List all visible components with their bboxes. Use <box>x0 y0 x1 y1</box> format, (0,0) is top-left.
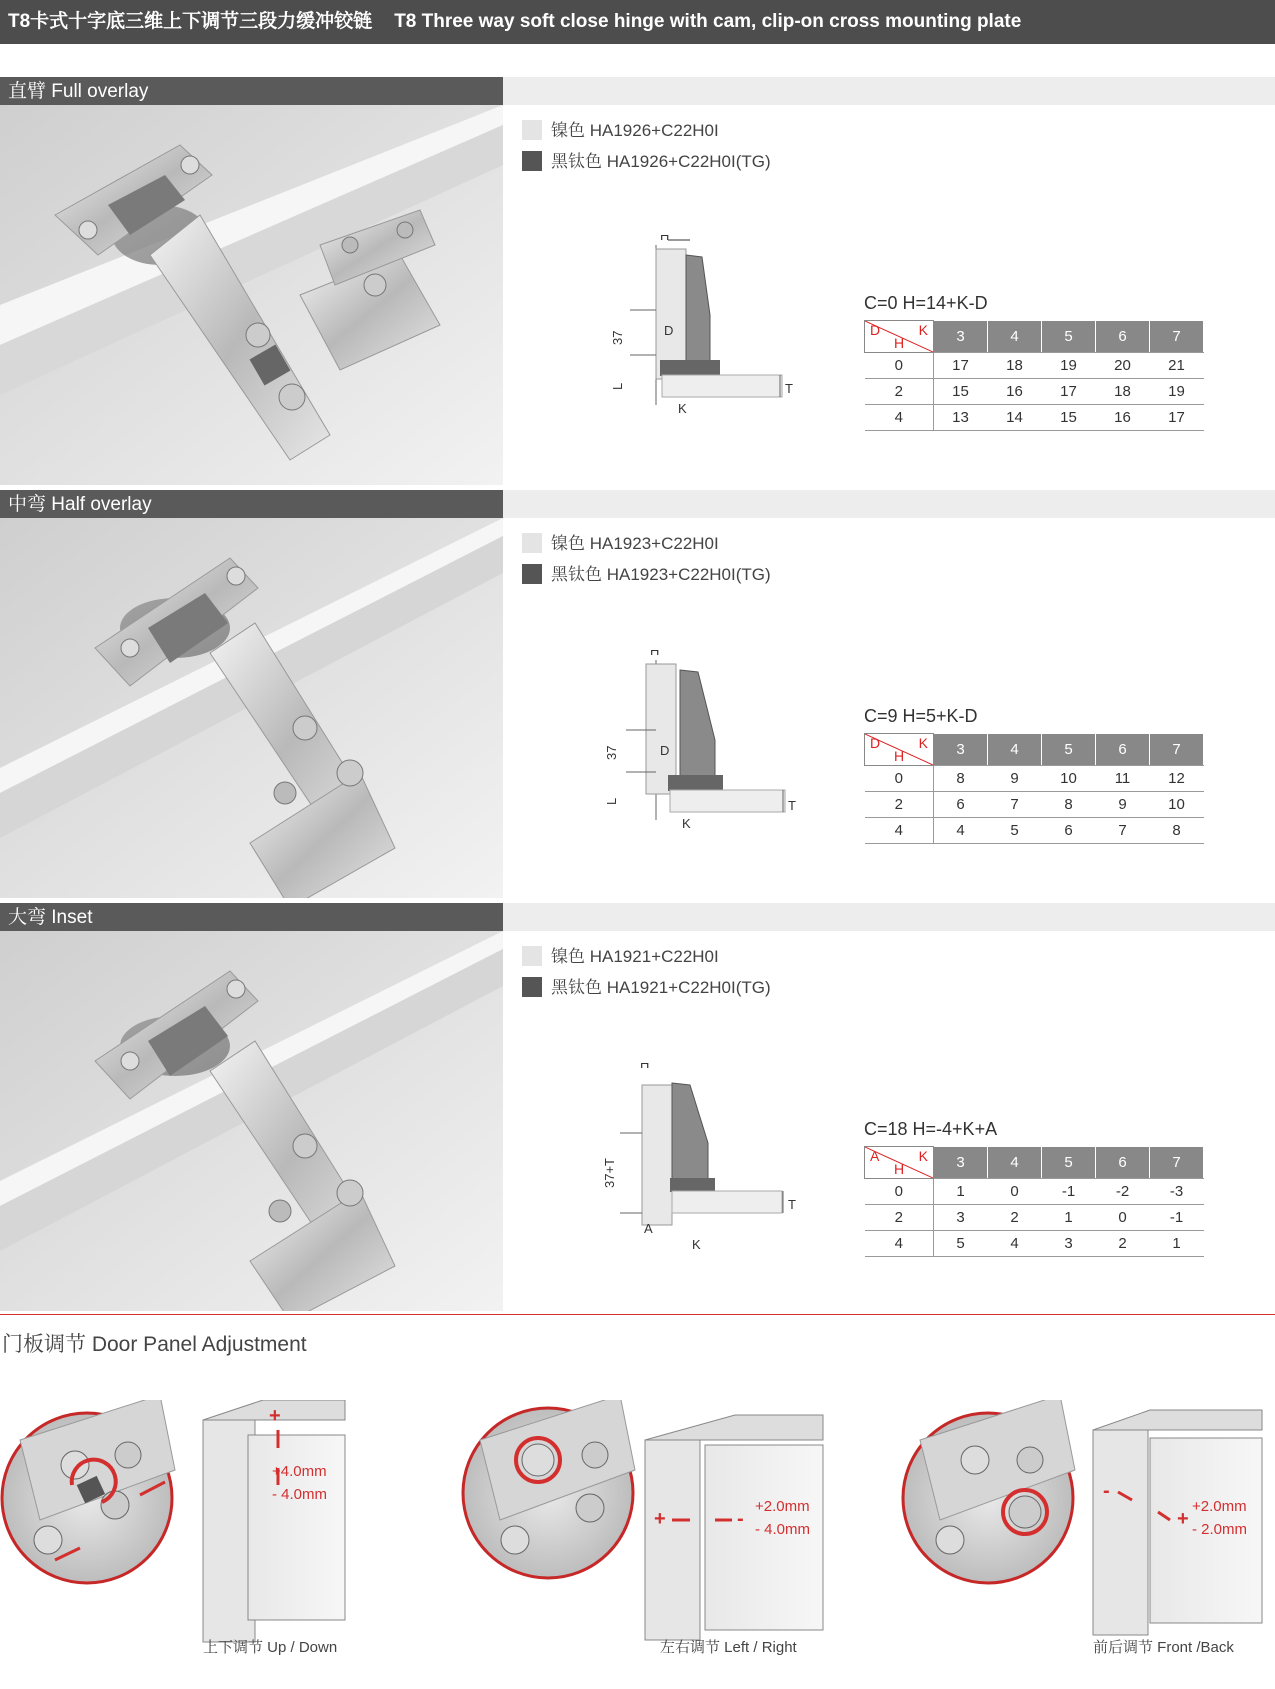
label-37: 37 <box>604 745 619 760</box>
table-corner: D H K <box>865 734 934 766</box>
section-full-overlay <box>0 77 1275 487</box>
variant-label: 黑钛色 HA1926+C22H0I(TG) <box>551 152 771 171</box>
label-d: D <box>660 743 670 758</box>
label-37t: 37+T <box>602 1158 617 1188</box>
label-h: H <box>640 1063 650 1071</box>
formula: C=18 H=-4+K+A <box>864 1119 998 1139</box>
minus-sign-leftright: - <box>737 1508 744 1530</box>
label-a: A <box>644 1221 653 1236</box>
table-row: 2 6 7 8 9 10 <box>865 792 1204 818</box>
caption-leftright: 左右调节 Left / Right <box>660 1639 797 1656</box>
formula: C=0 H=14+K-D <box>864 293 988 313</box>
variant-label: 镍色 HA1923+C22H0I <box>551 534 719 553</box>
dimension-diagram <box>590 650 800 850</box>
col-header: 4 <box>988 1147 1042 1179</box>
zoom-circle-updown <box>2 1400 175 1583</box>
nickel-swatch <box>522 946 542 966</box>
table-corner: D H K <box>865 321 934 353</box>
variant-label: 镍色 HA1926+C22H0I <box>551 121 719 140</box>
label-k: K <box>682 816 691 831</box>
cabinet-updown <box>203 1400 345 1642</box>
label-h: H <box>660 235 670 243</box>
hinge-photo <box>0 105 503 485</box>
adjustment-illustrations <box>0 1400 1275 1660</box>
black-titanium-swatch <box>522 564 542 584</box>
table-row: 0 17 18 19 20 21 <box>865 353 1204 379</box>
title-en: T8 Three way soft close hinge with cam, clip-on cross mounting plate <box>394 11 1022 32</box>
table-row: 4 5 4 3 2 1 <box>865 1231 1204 1257</box>
variant-label: 镍色 HA1921+C22H0I <box>551 947 719 966</box>
formula: C=9 H=5+K-D <box>864 706 978 726</box>
label-37: 37 <box>610 330 625 345</box>
col-header: 6 <box>1096 321 1150 353</box>
label-l: L <box>604 797 619 805</box>
col-header: 7 <box>1150 734 1204 766</box>
variant-black-titanium <box>522 977 771 999</box>
hinge-photo <box>0 518 503 898</box>
page-title-bar <box>0 0 1275 44</box>
col-header: 3 <box>934 321 988 353</box>
dimension-diagram <box>590 1063 800 1263</box>
label-l: L <box>610 382 625 390</box>
table-row: 2 3 2 1 0 -1 <box>865 1205 1204 1231</box>
variant-label: 黑钛色 HA1921+C22H0I(TG) <box>551 978 771 997</box>
section-heading: 中弯 Half overlay <box>0 490 503 518</box>
label-h: H <box>650 650 660 658</box>
col-header: 5 <box>1042 1147 1096 1179</box>
spec-table <box>864 320 1204 431</box>
dimension-diagram <box>590 235 800 435</box>
leftright-values: +2.0mm - 4.0mm <box>755 1498 811 1538</box>
variant-label: 黑钛色 HA1923+C22H0I(TG) <box>551 565 771 584</box>
label-k: K <box>678 401 687 416</box>
updown-values: +4.0mm - 4.0mm <box>272 1463 328 1503</box>
col-header: 5 <box>1042 321 1096 353</box>
caption-frontback: 前后调节 Front /Back <box>1093 1639 1234 1656</box>
spec-table <box>864 733 1204 844</box>
col-header: 3 <box>934 1147 988 1179</box>
col-header: 6 <box>1096 734 1150 766</box>
label-k: K <box>692 1237 701 1252</box>
col-header: 6 <box>1096 1147 1150 1179</box>
variant-nickel <box>522 533 719 555</box>
col-header: 3 <box>934 734 988 766</box>
label-t: T <box>788 1197 796 1212</box>
section-heading-bar <box>503 490 1275 518</box>
section-divider <box>0 1314 1275 1315</box>
zoom-circle-leftright <box>463 1400 635 1578</box>
plus-sign-frontback: + <box>1177 1508 1189 1530</box>
zoom-circle-frontback <box>903 1400 1075 1583</box>
variant-black-titanium <box>522 151 771 173</box>
section-half-overlay <box>0 490 1275 900</box>
col-header: 4 <box>988 734 1042 766</box>
section-heading: 直臂 Full overlay <box>0 77 503 105</box>
plus-sign-updown: + <box>269 1405 281 1427</box>
plus-sign-leftright: + <box>654 1508 666 1530</box>
adjustment-title: 门板调节 Door Panel Adjustment <box>2 1333 307 1356</box>
minus-sign-frontback: - <box>1103 1480 1110 1502</box>
spec-table <box>864 1146 1204 1257</box>
col-header: 4 <box>988 321 1042 353</box>
col-header: 7 <box>1150 1147 1204 1179</box>
nickel-swatch <box>522 120 542 140</box>
col-header: 7 <box>1150 321 1204 353</box>
nickel-swatch <box>522 533 542 553</box>
label-d: D <box>664 323 674 338</box>
table-row: 0 8 9 10 11 12 <box>865 766 1204 792</box>
label-t: T <box>788 798 796 813</box>
variant-black-titanium <box>522 564 771 586</box>
col-header: 5 <box>1042 734 1096 766</box>
title-cn: T8卡式十字底三维上下调节三段力缓冲铰链 <box>8 11 373 32</box>
caption-updown: 上下调节 Up / Down <box>203 1639 338 1656</box>
black-titanium-swatch <box>522 977 542 997</box>
table-corner: A H K <box>865 1147 934 1179</box>
frontback-values: +2.0mm - 2.0mm <box>1192 1498 1248 1538</box>
label-t: T <box>785 381 793 396</box>
table-row: 4 4 5 6 7 8 <box>865 818 1204 844</box>
section-heading-bar <box>503 903 1275 931</box>
variant-nickel <box>522 120 719 142</box>
black-titanium-swatch <box>522 151 542 171</box>
section-inset <box>0 903 1275 1313</box>
table-row: 4 13 14 15 16 17 <box>865 405 1204 431</box>
table-row: 2 15 16 17 18 19 <box>865 379 1204 405</box>
section-heading-bar <box>503 77 1275 105</box>
table-row: 0 1 0 -1 -2 -3 <box>865 1179 1204 1205</box>
variant-nickel <box>522 946 719 968</box>
section-heading: 大弯 Inset <box>0 903 503 931</box>
hinge-photo <box>0 931 503 1311</box>
